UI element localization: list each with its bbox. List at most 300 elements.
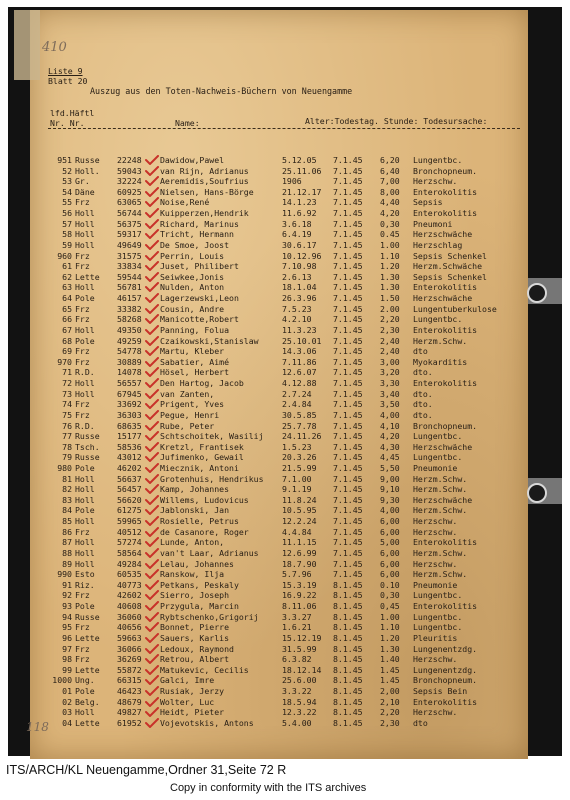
row-birth-date: 2.4.84 bbox=[282, 399, 312, 410]
check-mark-icon bbox=[145, 654, 159, 664]
check-mark-icon bbox=[145, 601, 159, 611]
table-row bbox=[0, 644, 570, 654]
row-birth-date: 4.12.88 bbox=[282, 378, 317, 389]
row-prisoner-number: 59544 bbox=[117, 271, 142, 282]
row-birth-date: 30.6.17 bbox=[282, 239, 317, 250]
table-row bbox=[0, 197, 570, 207]
row-name: Heidt, Pieter bbox=[160, 707, 225, 718]
row-death-date: 7.1.45 bbox=[333, 293, 363, 304]
table-row bbox=[0, 580, 570, 590]
row-name: Schtschoitek, Wasilij bbox=[160, 431, 264, 442]
check-mark-icon bbox=[145, 261, 159, 271]
row-nationality: Riz. bbox=[75, 579, 95, 590]
table-row bbox=[0, 484, 570, 494]
document-title: Auszug aus den Toten-Nachweis-Büchern von Neuengamme bbox=[90, 86, 353, 96]
row-cause: Enterokolitis bbox=[413, 696, 478, 707]
check-mark-icon bbox=[145, 293, 159, 303]
check-mark-icon bbox=[145, 208, 159, 218]
row-nationality: Frz bbox=[75, 261, 90, 272]
row-nationality: Frz bbox=[75, 250, 90, 261]
row-birth-date: 6.3.82 bbox=[282, 654, 312, 665]
table-row bbox=[0, 601, 570, 611]
row-hour: 2,20 bbox=[380, 314, 400, 325]
row-name: Cousin, Andre bbox=[160, 303, 225, 314]
row-prisoner-number: 33692 bbox=[117, 399, 142, 410]
row-death-date: 7.1.45 bbox=[333, 186, 363, 197]
row-prisoner-number: 43012 bbox=[117, 452, 142, 463]
check-mark-icon bbox=[145, 622, 159, 632]
table-row bbox=[0, 505, 570, 515]
row-lfd-number: 78 bbox=[62, 441, 72, 452]
check-mark-icon bbox=[145, 675, 159, 685]
row-hour: 5,50 bbox=[380, 462, 400, 473]
row-name: Nulden, Anton bbox=[160, 282, 225, 293]
table-row bbox=[0, 155, 570, 165]
row-nationality: Holl bbox=[75, 378, 95, 389]
row-nationality: Lette bbox=[75, 664, 100, 675]
row-prisoner-number: 61952 bbox=[117, 717, 142, 728]
row-birth-date: 30.5.85 bbox=[282, 409, 317, 420]
row-cause: dto. bbox=[413, 399, 433, 410]
row-nationality: Holl bbox=[75, 537, 95, 548]
row-name: Ranskow, Ilja bbox=[160, 569, 225, 580]
row-prisoner-number: 63065 bbox=[117, 197, 142, 208]
row-lfd-number: 99 bbox=[62, 664, 72, 675]
row-name: Lagerzewski,Leon bbox=[160, 293, 239, 304]
row-death-date: 7.1.45 bbox=[333, 388, 363, 399]
row-birth-date: 7.10.98 bbox=[282, 261, 317, 272]
row-prisoner-number: 58268 bbox=[117, 314, 142, 325]
row-death-date: 7.1.45 bbox=[333, 155, 363, 165]
row-lfd-number: 59 bbox=[62, 239, 72, 250]
row-death-date: 7.1.45 bbox=[333, 367, 363, 378]
row-birth-date: 14.3.06 bbox=[282, 346, 317, 357]
row-birth-date: 1.5.23 bbox=[282, 441, 312, 452]
check-mark-icon bbox=[145, 590, 159, 600]
row-prisoner-number: 60535 bbox=[117, 569, 142, 580]
row-name: Retrou, Albert bbox=[160, 654, 230, 665]
row-hour: 2,30 bbox=[380, 717, 400, 728]
check-mark-icon bbox=[145, 346, 159, 356]
row-nationality: Holl. bbox=[75, 165, 100, 176]
row-lfd-number: 67 bbox=[62, 324, 72, 335]
row-hour: 6,40 bbox=[380, 165, 400, 176]
row-prisoner-number: 59043 bbox=[117, 165, 142, 176]
check-mark-icon bbox=[145, 474, 159, 484]
row-hour: 1.20 bbox=[380, 261, 400, 272]
row-nationality: Frz bbox=[75, 622, 90, 633]
row-lfd-number: 01 bbox=[62, 686, 72, 696]
row-prisoner-number: 56557 bbox=[117, 378, 142, 389]
row-lfd-number: 69 bbox=[62, 346, 72, 357]
row-hour: 2,30 bbox=[380, 324, 400, 335]
row-prisoner-number: 46157 bbox=[117, 293, 142, 304]
row-prisoner-number: 59317 bbox=[117, 229, 142, 240]
row-nationality: Holl bbox=[75, 229, 95, 240]
table-row bbox=[0, 622, 570, 632]
row-name: Perrin, Louis bbox=[160, 250, 225, 261]
row-lfd-number: 970 bbox=[57, 356, 72, 367]
row-hour: 8,00 bbox=[380, 186, 400, 197]
row-cause: Enterokolitis bbox=[413, 537, 478, 548]
row-lfd-number: 91 bbox=[62, 579, 72, 590]
row-lfd-number: 58 bbox=[62, 229, 72, 240]
row-nationality: Holl bbox=[75, 218, 95, 229]
row-death-date: 7.1.45 bbox=[333, 569, 363, 580]
row-name: Rusiak, Jerzy bbox=[160, 686, 225, 696]
column-header-nr: Nr. Nr. bbox=[50, 118, 85, 128]
row-name: van't Laar, Adrianus bbox=[160, 547, 259, 558]
row-death-date: 7.1.45 bbox=[333, 324, 363, 335]
check-mark-icon bbox=[145, 548, 159, 558]
row-name: Rube, Peter bbox=[160, 420, 215, 431]
check-mark-icon bbox=[145, 484, 159, 494]
row-cause: Lungentbc. bbox=[413, 452, 463, 463]
row-nationality: Frz bbox=[75, 346, 90, 357]
row-nationality: Holl bbox=[75, 208, 95, 219]
row-name: Manicotte,Robert bbox=[160, 314, 239, 325]
row-prisoner-number: 55872 bbox=[117, 664, 142, 675]
row-cause: Herzm.Schw. bbox=[413, 547, 468, 558]
row-nationality: Frz bbox=[75, 590, 90, 601]
row-cause: dto bbox=[413, 717, 428, 728]
row-name: Wolter, Luc bbox=[160, 696, 215, 707]
row-name: Panning, Folua bbox=[160, 324, 230, 335]
row-lfd-number: 53 bbox=[62, 176, 72, 187]
row-cause: Enterokolitis bbox=[413, 601, 478, 612]
row-nationality: Belg. bbox=[75, 696, 100, 707]
table-row bbox=[0, 718, 570, 728]
row-cause: dto. bbox=[413, 388, 433, 399]
row-hour: 0,30 bbox=[380, 590, 400, 601]
row-lfd-number: 62 bbox=[62, 271, 72, 282]
row-nationality: R.D. bbox=[75, 367, 95, 378]
row-birth-date: 16.9.22 bbox=[282, 590, 317, 601]
archive-reference: ITS/ARCH/KL Neuengamme,Ordner 31,Seite 72 R bbox=[6, 763, 287, 777]
check-mark-icon bbox=[145, 463, 159, 473]
table-row bbox=[0, 548, 570, 558]
row-death-date: 8.1.45 bbox=[333, 643, 363, 654]
row-prisoner-number: 36066 bbox=[117, 643, 142, 654]
row-nationality: Pole bbox=[75, 601, 95, 612]
row-prisoner-number: 46423 bbox=[117, 686, 142, 696]
row-hour: 4,20 bbox=[380, 208, 400, 219]
row-prisoner-number: 54778 bbox=[117, 346, 142, 357]
row-hour: 4,00 bbox=[380, 505, 400, 516]
row-cause: Pneumonie bbox=[413, 579, 458, 590]
check-mark-icon bbox=[145, 336, 159, 346]
row-birth-date: 20.3.26 bbox=[282, 452, 317, 463]
check-mark-icon bbox=[145, 251, 159, 261]
check-mark-icon bbox=[145, 707, 159, 717]
list-label: Liste 9 bbox=[48, 66, 83, 76]
row-lfd-number: 63 bbox=[62, 282, 72, 293]
row-hour: 4,40 bbox=[380, 197, 400, 208]
table-row bbox=[0, 251, 570, 261]
row-death-date: 7.1.45 bbox=[333, 239, 363, 250]
row-prisoner-number: 61275 bbox=[117, 505, 142, 516]
row-cause: Herzschlag bbox=[413, 239, 463, 250]
row-cause: Enterokolitis bbox=[413, 282, 478, 293]
row-death-date: 7.1.45 bbox=[333, 229, 363, 240]
row-name: Pegue, Henri bbox=[160, 409, 220, 420]
row-birth-date: 1906 bbox=[282, 176, 302, 187]
row-nationality: Lette bbox=[75, 632, 100, 643]
check-mark-icon bbox=[145, 505, 159, 515]
row-hour: 4,20 bbox=[380, 431, 400, 442]
row-cause: Bronchopneum. bbox=[413, 165, 478, 176]
row-nationality: Pole bbox=[75, 293, 95, 304]
row-birth-date: 14.1.23 bbox=[282, 197, 317, 208]
table-row bbox=[0, 176, 570, 186]
row-birth-date: 21.5.99 bbox=[282, 462, 317, 473]
row-death-date: 7.1.45 bbox=[333, 409, 363, 420]
row-cause: Herzm.Schw. bbox=[413, 505, 468, 516]
table-row bbox=[0, 187, 570, 197]
table-row bbox=[0, 346, 570, 356]
row-death-date: 8.1.45 bbox=[333, 707, 363, 718]
table-row bbox=[0, 569, 570, 579]
row-cause: Bronchopneum. bbox=[413, 675, 478, 686]
row-cause: Sepsis Schenkel bbox=[413, 271, 487, 282]
row-hour: 5,00 bbox=[380, 537, 400, 548]
check-mark-icon bbox=[145, 718, 159, 728]
row-name: Noise,René bbox=[160, 197, 210, 208]
row-birth-date: 18.12.14 bbox=[282, 664, 322, 675]
row-birth-date: 18.1.04 bbox=[282, 282, 317, 293]
row-cause: Lungentbc. bbox=[413, 622, 463, 633]
check-mark-icon bbox=[145, 697, 159, 707]
row-nationality: Holl bbox=[75, 388, 95, 399]
row-name: Den Hartog, Jacob bbox=[160, 378, 244, 389]
punch-hole-top bbox=[527, 283, 547, 303]
table-row bbox=[0, 559, 570, 569]
row-name: Kuipperzen,Hendrik bbox=[160, 208, 249, 219]
row-hour: 4,00 bbox=[380, 409, 400, 420]
row-prisoner-number: 36303 bbox=[117, 409, 142, 420]
row-nationality: Pole bbox=[75, 505, 95, 516]
row-lfd-number: 73 bbox=[62, 388, 72, 399]
row-lfd-number: 79 bbox=[62, 452, 72, 463]
row-nationality: Frz bbox=[75, 314, 90, 325]
row-lfd-number: 74 bbox=[62, 399, 72, 410]
row-nationality: Holl bbox=[75, 484, 95, 495]
row-birth-date: 11.1.15 bbox=[282, 537, 317, 548]
row-nationality: Pole bbox=[75, 462, 95, 473]
row-prisoner-number: 48679 bbox=[117, 696, 142, 707]
row-death-date: 8.1.45 bbox=[333, 590, 363, 601]
row-hour: 3,50 bbox=[380, 399, 400, 410]
row-nationality: Frz bbox=[75, 409, 90, 420]
row-lfd-number: 81 bbox=[62, 473, 72, 484]
row-name: Miecznik, Antoni bbox=[160, 462, 239, 473]
row-lfd-number: 980 bbox=[57, 462, 72, 473]
row-death-date: 7.1.45 bbox=[333, 250, 363, 261]
sheet-label: Blatt 20 bbox=[48, 76, 88, 86]
table-row bbox=[0, 272, 570, 282]
row-nationality: R.D. bbox=[75, 420, 95, 431]
table-row bbox=[0, 389, 570, 399]
row-nationality: Pole bbox=[75, 686, 95, 696]
check-mark-icon bbox=[145, 176, 159, 186]
check-mark-icon bbox=[145, 229, 159, 239]
row-lfd-number: 72 bbox=[62, 378, 72, 389]
row-nationality: Holl bbox=[75, 282, 95, 293]
row-lfd-number: 951 bbox=[57, 155, 72, 165]
check-mark-icon bbox=[145, 537, 159, 547]
row-nationality: Holl bbox=[75, 558, 95, 569]
row-lfd-number: 88 bbox=[62, 547, 72, 558]
table-row bbox=[0, 367, 570, 377]
row-nationality: Frz bbox=[75, 643, 90, 654]
check-mark-icon bbox=[145, 314, 159, 324]
row-cause: Sepsis Bein bbox=[413, 686, 468, 696]
row-cause: Sepsis bbox=[413, 197, 443, 208]
table-row bbox=[0, 421, 570, 431]
table-row bbox=[0, 431, 570, 441]
row-death-date: 8.1.45 bbox=[333, 579, 363, 590]
row-nationality: Däne bbox=[75, 186, 95, 197]
row-birth-date: 3.3.22 bbox=[282, 686, 312, 696]
row-prisoner-number: 49284 bbox=[117, 558, 142, 569]
table-row bbox=[0, 166, 570, 176]
row-hour: 2,10 bbox=[380, 696, 400, 707]
row-prisoner-number: 59663 bbox=[117, 632, 142, 643]
row-hour: 0,45 bbox=[380, 601, 400, 612]
check-mark-icon bbox=[145, 155, 159, 165]
row-lfd-number: 76 bbox=[62, 420, 72, 431]
row-lfd-number: 94 bbox=[62, 611, 72, 622]
row-lfd-number: 56 bbox=[62, 208, 72, 219]
row-name: Kretzl, Frantisek bbox=[160, 441, 244, 452]
row-name: Willems, Ludovicus bbox=[160, 494, 249, 505]
row-birth-date: 26.3.96 bbox=[282, 293, 317, 304]
row-name: Martu, Kleber bbox=[160, 346, 225, 357]
row-lfd-number: 57 bbox=[62, 218, 72, 229]
row-hour: 7,00 bbox=[380, 176, 400, 187]
check-mark-icon bbox=[145, 644, 159, 654]
row-name: Richard, Marinus bbox=[160, 218, 239, 229]
row-lfd-number: 71 bbox=[62, 367, 72, 378]
table-row bbox=[0, 293, 570, 303]
row-prisoner-number: 49649 bbox=[117, 239, 142, 250]
row-nationality: Holl bbox=[75, 473, 95, 484]
row-name: Dawidow,Pawel bbox=[160, 155, 225, 165]
check-mark-icon bbox=[145, 580, 159, 590]
table-row bbox=[0, 633, 570, 643]
row-lfd-number: 96 bbox=[62, 632, 72, 643]
row-prisoner-number: 22248 bbox=[117, 155, 142, 165]
table-row bbox=[0, 314, 570, 324]
row-hour: 6,00 bbox=[380, 526, 400, 537]
row-hour: 1.50 bbox=[380, 293, 400, 304]
row-hour: 3,20 bbox=[380, 367, 400, 378]
table-row bbox=[0, 378, 570, 388]
table-row bbox=[0, 452, 570, 462]
check-mark-icon bbox=[145, 272, 159, 282]
table-row bbox=[0, 665, 570, 675]
table-row bbox=[0, 697, 570, 707]
row-cause: Herzschwäche bbox=[413, 441, 473, 452]
row-death-date: 7.1.45 bbox=[333, 420, 363, 431]
check-mark-icon bbox=[145, 304, 159, 314]
row-cause: Pneumoni bbox=[413, 218, 453, 229]
archive-conformity-note: Copy in conformity with the ITS archives bbox=[170, 782, 367, 794]
check-mark-icon bbox=[145, 559, 159, 569]
table-row bbox=[0, 208, 570, 218]
table-row bbox=[0, 399, 570, 409]
row-lfd-number: 98 bbox=[62, 654, 72, 665]
row-cause: Herzschwäche bbox=[413, 229, 473, 240]
row-prisoner-number: 33834 bbox=[117, 261, 142, 272]
row-prisoner-number: 49350 bbox=[117, 324, 142, 335]
table-row bbox=[0, 336, 570, 346]
row-prisoner-number: 58536 bbox=[117, 441, 142, 452]
row-lfd-number: 85 bbox=[62, 516, 72, 527]
row-birth-date: 25.10.01 bbox=[282, 335, 322, 346]
row-prisoner-number: 42602 bbox=[117, 590, 142, 601]
row-hour: 2.00 bbox=[380, 303, 400, 314]
row-death-date: 7.1.45 bbox=[333, 335, 363, 346]
row-cause: Herzschw. bbox=[413, 707, 458, 718]
row-cause: Myokarditis bbox=[413, 356, 468, 367]
row-lfd-number: 03 bbox=[62, 707, 72, 718]
row-death-date: 7.1.45 bbox=[333, 431, 363, 442]
table-row bbox=[0, 261, 570, 271]
row-birth-date: 12.6.99 bbox=[282, 547, 317, 558]
row-death-date: 8.1.45 bbox=[333, 632, 363, 643]
row-prisoner-number: 36060 bbox=[117, 611, 142, 622]
table-row bbox=[0, 474, 570, 484]
row-name: Prigent, Yves bbox=[160, 399, 225, 410]
row-lfd-number: 64 bbox=[62, 293, 72, 304]
row-death-date: 8.1.45 bbox=[333, 622, 363, 633]
row-nationality: Tsch. bbox=[75, 441, 100, 452]
row-cause: Herzm.Schw. bbox=[413, 473, 468, 484]
row-lfd-number: 66 bbox=[62, 314, 72, 325]
row-death-date: 7.1.45 bbox=[333, 537, 363, 548]
row-lfd-number: 1000 bbox=[52, 675, 72, 686]
row-lfd-number: 83 bbox=[62, 494, 72, 505]
row-death-date: 7.1.45 bbox=[333, 176, 363, 187]
row-prisoner-number: 31575 bbox=[117, 250, 142, 261]
check-mark-icon bbox=[145, 378, 159, 388]
check-mark-icon bbox=[145, 410, 159, 420]
row-birth-date: 11.6.92 bbox=[282, 208, 317, 219]
row-name: Bonnet, Pierre bbox=[160, 622, 230, 633]
row-name: Sierro, Joseph bbox=[160, 590, 230, 601]
check-mark-icon bbox=[145, 187, 159, 197]
row-birth-date: 11.3.23 bbox=[282, 324, 317, 335]
row-birth-date: 8.11.06 bbox=[282, 601, 317, 612]
row-prisoner-number: 40512 bbox=[117, 526, 142, 537]
row-death-date: 7.1.45 bbox=[333, 484, 363, 495]
row-lfd-number: 97 bbox=[62, 643, 72, 654]
row-cause: Enterokolitis bbox=[413, 324, 478, 335]
table-row bbox=[0, 282, 570, 292]
row-nationality: Holl bbox=[75, 239, 95, 250]
tape-strip bbox=[14, 10, 40, 80]
table-row bbox=[0, 229, 570, 239]
row-nationality: Holl bbox=[75, 547, 95, 558]
table-row bbox=[0, 516, 570, 526]
row-prisoner-number: 33382 bbox=[117, 303, 142, 314]
row-lfd-number: 52 bbox=[62, 165, 72, 176]
row-nationality: Frz bbox=[75, 303, 90, 314]
row-death-date: 8.1.45 bbox=[333, 717, 363, 728]
row-cause: Bronchopneum. bbox=[413, 420, 478, 431]
row-death-date: 7.1.45 bbox=[333, 303, 363, 314]
